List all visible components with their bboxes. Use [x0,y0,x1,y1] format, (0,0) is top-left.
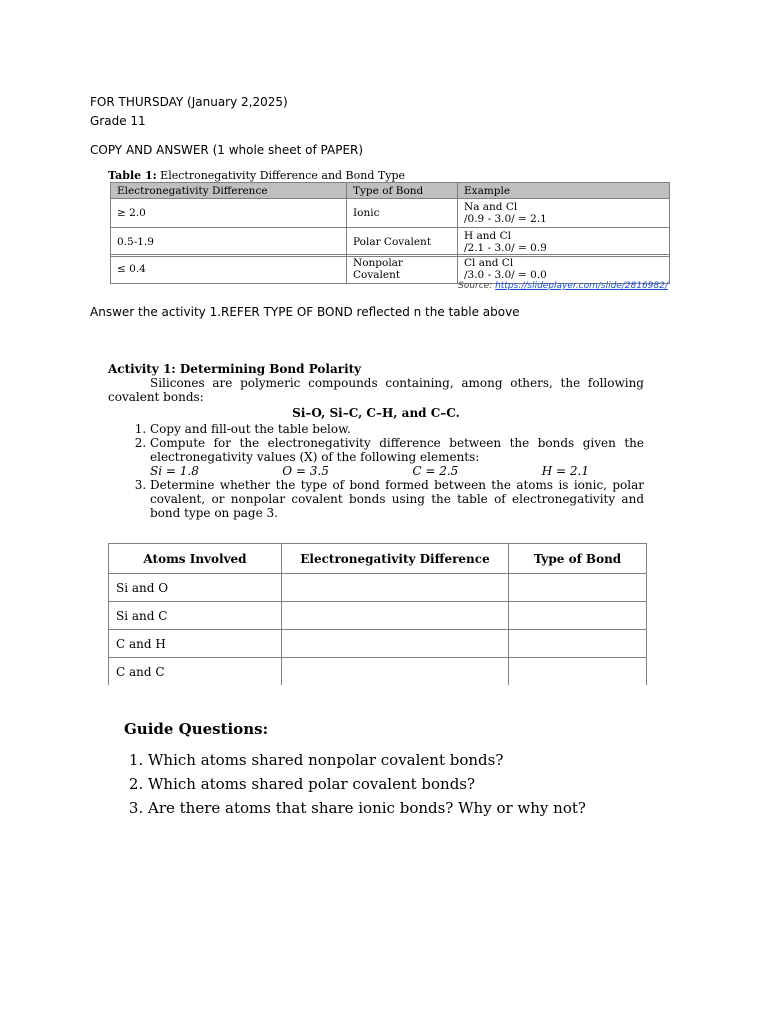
table-header: Electronegativity Difference [282,544,509,574]
table-row [109,574,647,602]
list-item [150,436,644,478]
example-pair: Na and Cl [464,201,518,213]
en-value-h: H = 2.1 [541,464,589,478]
activity-intro: Silicones are polymeric compounds containing, among others, the following covalent bonds: [108,376,644,404]
table-cell: Polar Covalent [347,228,458,257]
table-row [109,602,647,630]
answer-cell [282,602,509,630]
table-header: Type of Bond [347,183,458,199]
table1-title-text: Electronegativity Difference and Bond Type [156,169,405,182]
activity-steps [108,422,644,520]
list-item: 1. Which atoms shared nonpolar covalent bonds? [148,748,586,772]
table-cell: ≤ 0.4 [111,255,347,284]
table-cell [458,199,670,228]
header-date: FOR THURSDAY (January 2,2025) [90,95,288,109]
electronegativity-values [150,464,644,478]
table1-title-label: Table 1: [108,169,157,182]
answer-cell [509,658,647,686]
guide-list [124,748,586,820]
en-value-si: Si = 1.8 [150,464,199,478]
bond-type-table-continued [110,254,670,284]
table-cell [458,255,670,284]
table-cell: ≥ 2.0 [111,199,347,228]
example-calc: /0.9 - 3.0/ = 2.1 [464,213,547,225]
table1-title [108,169,405,182]
header-instruction: COPY AND ANSWER (1 whole sheet of PAPER) [90,143,364,157]
bond-type-table [110,182,670,257]
list-item: 2. Which atoms shared polar covalent bonds? [148,772,586,796]
example-pair: Cl and Cl [464,257,514,269]
list-item: 3. Determine whether the type of bond formed between the atoms is ionic, polar covalent, or nonpolar covalent bonds using the table of electronegativity and bond type on page 3. [150,478,644,520]
table-header-row [109,544,647,574]
bond-type-line: Covalent [353,269,401,281]
table-row [111,228,670,257]
table-row [109,658,647,686]
activity-instruction: Answer the activity 1.REFER TYPE OF BOND reflected n the table above [90,305,520,319]
activity-answer-table [108,543,647,685]
answer-cell [509,574,647,602]
table-cell: Ionic [347,199,458,228]
table-header: Example [458,183,670,199]
table-cell: 0.5-1.9 [111,228,347,257]
table-source [458,281,668,291]
answer-cell [282,574,509,602]
source-label: Source: [458,281,496,291]
guide-title: Guide Questions: [124,720,269,738]
table-header: Electronegativity Difference [111,183,347,199]
table-header-row [111,183,670,199]
example-calc: /2.1 - 3.0/ = 0.9 [464,242,547,254]
step-text: Compute for the electronegativity difference between the bonds given the electronegativity values (X) of the following elements: [150,436,644,464]
en-value-o: O = 3.5 [282,464,329,478]
source-link: https://slideplayer.com/slide/2816982/ [495,281,668,291]
en-value-c: C = 2.5 [412,464,459,478]
answer-cell [282,658,509,686]
list-item: 3. Are there atoms that share ionic bonds? Why or why not? [148,796,586,820]
header-grade: Grade 11 [90,114,146,128]
table-header: Atoms Involved [109,544,282,574]
table-cell [458,228,670,257]
table-row [111,199,670,228]
table-cell: C and C [109,658,282,686]
list-item: 1. Copy and fill-out the table below. [150,422,644,436]
bond-type-line: Nonpolar [353,257,403,269]
answer-cell [509,602,647,630]
table-header: Type of Bond [509,544,647,574]
table-cell: C and H [109,630,282,658]
guide-questions [124,720,586,820]
example-pair: H and Cl [464,230,511,242]
activity-title: Activity 1: Determining Bond Polarity [108,362,362,376]
answer-cell [282,630,509,658]
example-calc: /3.0 - 3.0/ = 0.0 [464,269,547,281]
table-cell [347,255,458,284]
table-row [111,255,670,284]
table-cell: Si and O [109,574,282,602]
table-row [109,630,647,658]
answer-cell [509,630,647,658]
table-cell: Si and C [109,602,282,630]
activity-section [108,362,644,520]
activity-bonds: Si–O, Si–C, C–H, and C–C. [292,406,460,420]
